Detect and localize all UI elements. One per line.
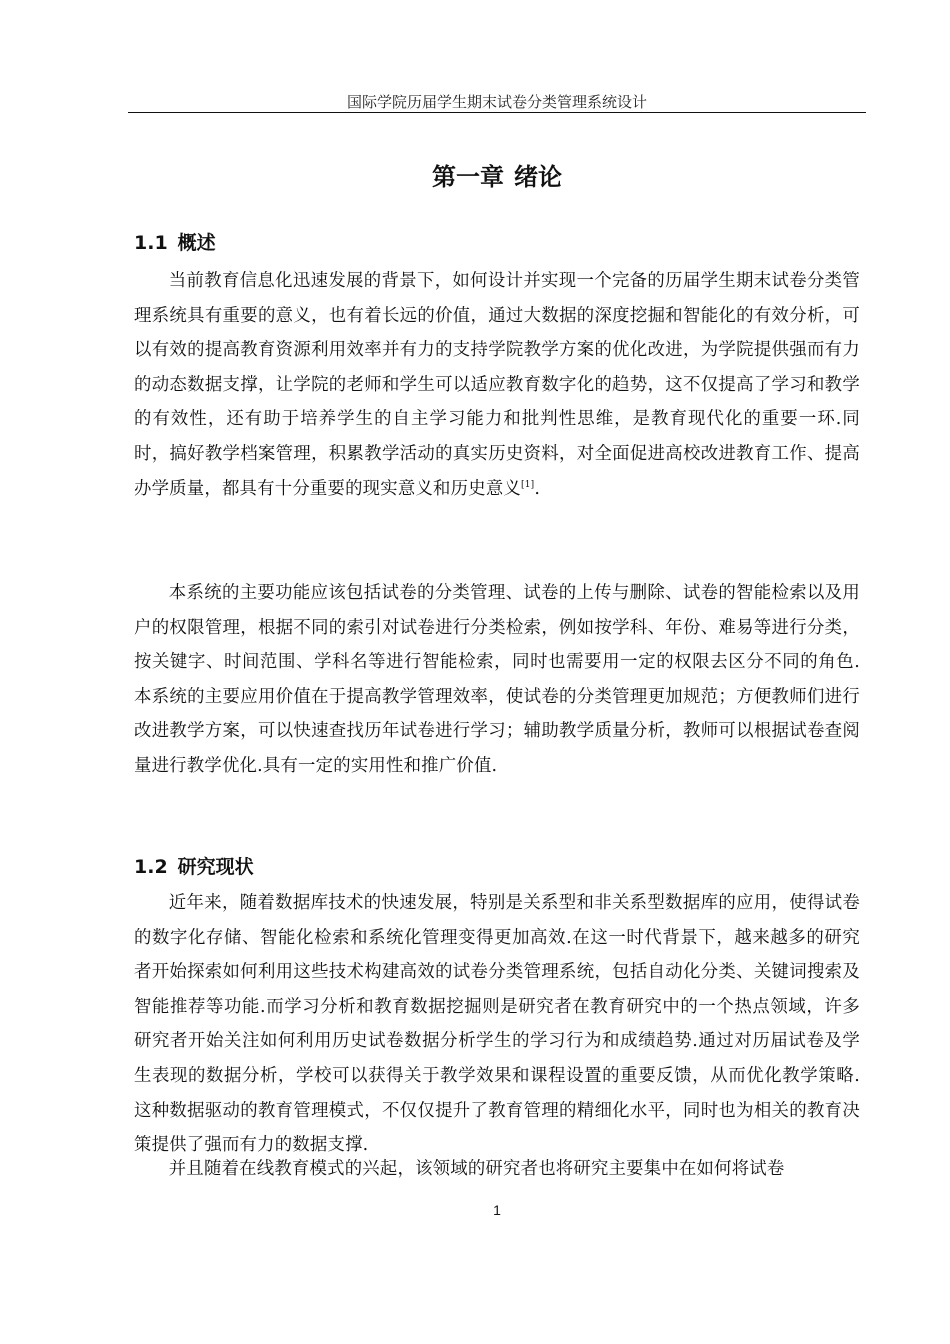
paragraph-text: 本系统的主要功能应该包括试卷的分类管理、试卷的上传与删除、试卷的智能检索以及用户的权限管理，根据不同的索引对试卷进行分类检索，例如按学科、年份、难易等进行分类，按关键字、时间范围、学科名等进行智能检索，同时也需要用一定的权限去区分不同的角色.本系统的主要应用价值在于提高教学管理效率，使试卷的分类管理更加规范；方便教师们进行改进教学方案，可以快速查找历年试卷进行学习；辅助教学质量分析，教师可以根据试卷查阅量进行教学优化.具有一定的实用性和推广价值.	[134, 583, 860, 776]
paragraph-text: 当前教育信息化迅速发展的背景下，如何设计并实现一个完备的历届学生期末试卷分类管理系统具有重要的意义，也有着长远的价值，通过大数据的深度挖掘和智能化的有效分析，可以有效的提高教育资源利用效率并有力的支持学院教学方案的优化改进，为学院提供强而有力的动态数据支撑，让学院的老师和学生可以适应教育数字化的趋势，这不仅提高了学习和教学的有效性，还有助于培养学生的自主学习能力和批判性思维，是教育现代化的重要一环.同时，搞好教学档案管理，积累教学活动的真实历史资料，对全面促进高校改进教育工作、提高办学质量，都具有十分重要的现实意义和历史意义	[134, 271, 860, 499]
running-header: 国际学院历届学生期末试卷分类管理系统设计	[346, 93, 647, 111]
chapter-number: 第一章	[432, 163, 504, 191]
section-title: 研究现状	[177, 856, 254, 878]
section-heading-1-2	[134, 853, 254, 881]
header-rule	[128, 112, 866, 113]
paragraph	[134, 886, 860, 1163]
chapter-title	[128, 160, 866, 194]
section-title: 概述	[177, 232, 216, 254]
paragraph	[134, 576, 860, 784]
citation-ref: [1]	[521, 479, 535, 490]
paragraph-tail: .	[534, 478, 541, 499]
paragraph-text: 近年来，随着数据库技术的快速发展，特别是关系型和非关系型数据库的应用，使得试卷的数字化存储、智能化检索和系统化管理变得更加高效.在这一时代背景下，越来越多的研究者开始探索如何利用这些技术构建高效的试卷分类管理系统，包括自动化分类、关键词搜索及智能推荐等功能.而学习分析和教育数据挖掘则是研究者在教育研究中的一个热点领域，许多研究者开始关注如何利用历史试卷数据分析学生的学习行为和成绩趋势.通过对历届试卷及学生表现的数据分析，学校可以获得关于教学效果和课程设置的重要反馈，从而优化教学策略.这种数据驱动的教育管理模式，不仅仅提升了教育管理的精细化水平，同时也为相关的教育决策提供了强而有力的数据支撑.	[134, 893, 860, 1156]
paragraph	[134, 264, 860, 506]
section-heading-1-1	[134, 229, 216, 257]
paragraph-text: 并且随着在线教育模式的兴起，该领域的研究者也将研究主要集中在如何将试卷	[168, 1159, 785, 1179]
page-number: 1	[493, 1202, 501, 1218]
section-number: 1.2	[134, 856, 168, 878]
chapter-name: 绪论	[514, 163, 562, 191]
paragraph	[134, 1152, 860, 1187]
section-number: 1.1	[134, 232, 168, 254]
